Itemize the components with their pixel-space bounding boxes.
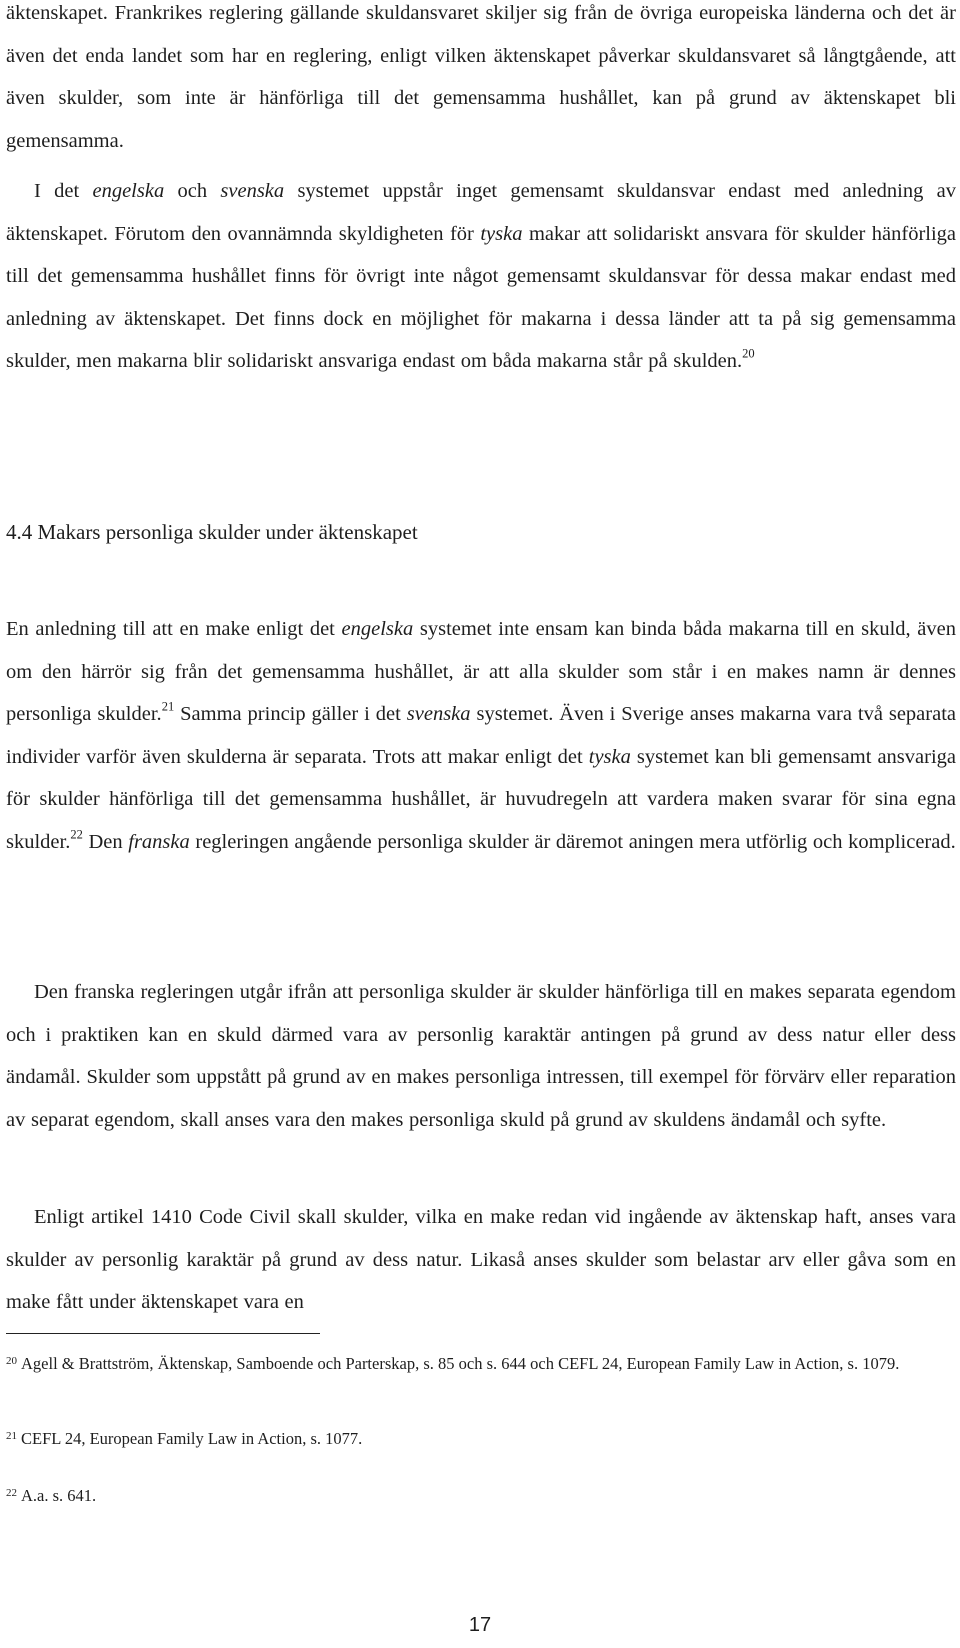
paragraph-2: I det engelska och svenska systemet uppstår inget gemensamt skuldansvar endast med anledning av äktenskapet. Förutom den ovannämnda skyldigheten för tyska makar att solidariskt ansvara för skulder hänförliga till det gemensamma hushållet finns för övrigt inte något gemensamt skuldansvar för dessa makar endast med anledning av äktenskapet. Det finns dock en möjlighet för makarna i dessa länder att ta på sig gemensamma skulder, men makarna blir solidariskt ansvariga endast om båda makarna står på skulden.$^{20}$ [6, 180, 957, 373]
footnote-21 [6, 1421, 906, 1454]
emphasis-franska: franska [128, 830, 190, 853]
footnote-ref-20[interactable]: 20 [742, 347, 755, 361]
emphasis-engelska: engelska [341, 618, 414, 640]
section-heading: 4.4 Makars personliga skulder under äktenskapet [6, 520, 418, 544]
emphasis-svenska: svenska [406, 703, 471, 726]
footnote-20 [6, 1346, 906, 1379]
footnote-22 [6, 1478, 906, 1511]
emphasis-tyska: tyska [480, 222, 523, 245]
paragraph-text: äktenskapet. Frankrikes reglering gällande skuldansvaret skiljer sig från de övriga europeiska länderna och det är även det enda landet som har en reglering, enligt vilken äktenskapet påverkar skuldansvaret så långtgående, att även skulder, som inte är hänförliga till det gemensamma hushållet, kan på grund av äktenskapet bli gemensamma. [6, 2, 956, 152]
footnote-text: A.a. s. 641. [21, 1485, 97, 1505]
emphasis-engelska: engelska [92, 180, 165, 202]
emphasis-tyska: tyska [588, 745, 631, 768]
paragraph-5 [6, 1196, 956, 1324]
footnote-text: CEFL 24, European Family Law in Action, s. 1077. [21, 1428, 363, 1448]
footnote-number: 20 [6, 1355, 17, 1367]
paragraph-1 [6, 0, 956, 162]
footnote-number: 21 [6, 1430, 17, 1442]
paragraph-3: En anledning till att en make enligt det engelska systemet inte ensam kan binda båda makarna till en skuld, även om den härrör sig från det gemensamma hushållet, är att alla skulder som står i en makes namn är dennes personliga skulder.$^{21}$ Samma princip gäller i det svenska systemet. Även i Sverige anses makarna vara två separata individer varför även skulderna är separata. Trots att makar enligt det tyska systemet kan bli gemensamt ansvariga för skulder hänförliga till det gemensamma hushållet, är huvudregeln att vardera maken svarar för sina egna skulder.$^{22}$ Den franska regleringen angående personliga skulder är däremot aningen mera utförlig och komplicerad. [6, 618, 957, 853]
footnote-ref-22[interactable]: 22 [70, 827, 83, 842]
paragraph-text: Den franska regleringen utgår ifrån att personliga skulder är skulder hänförliga till en makes separata egendom och i praktiken kan en skuld därmed vara av personlig karaktär antingen på grund av dess natur eller dess ändamål. Skulder som uppstått på grund av en makes personliga intressen, till exempel för förvärv eller reparation av separat egendom, skall anses vara den makes personliga skuld på grund av skuldens ändamål och syfte. [6, 981, 956, 1131]
footnote-ref-21[interactable]: 21 [161, 699, 175, 714]
page-number: 17 [468, 1614, 492, 1636]
paragraph-4 [6, 971, 956, 1141]
footnote-separator [6, 1333, 320, 1334]
emphasis-svenska: svenska [220, 180, 285, 202]
footnote-number: 22 [6, 1487, 17, 1499]
footnote-text: Agell & Brattström, Äktenskap, Samboende och Parterskap, s. 85 och s. 644 och CEFL 24, European Family Law in Action, s. 1079. [21, 1353, 900, 1373]
paragraph-text: Enligt artikel 1410 Code Civil skall skulder, vilka en make redan vid ingående av äktenskap haft, anses vara skulder av personlig karaktär på grund av dess natur. Likaså anses skulder som belastar arv eller gåva som en make fått under äktenskapet vara en [6, 1206, 956, 1314]
